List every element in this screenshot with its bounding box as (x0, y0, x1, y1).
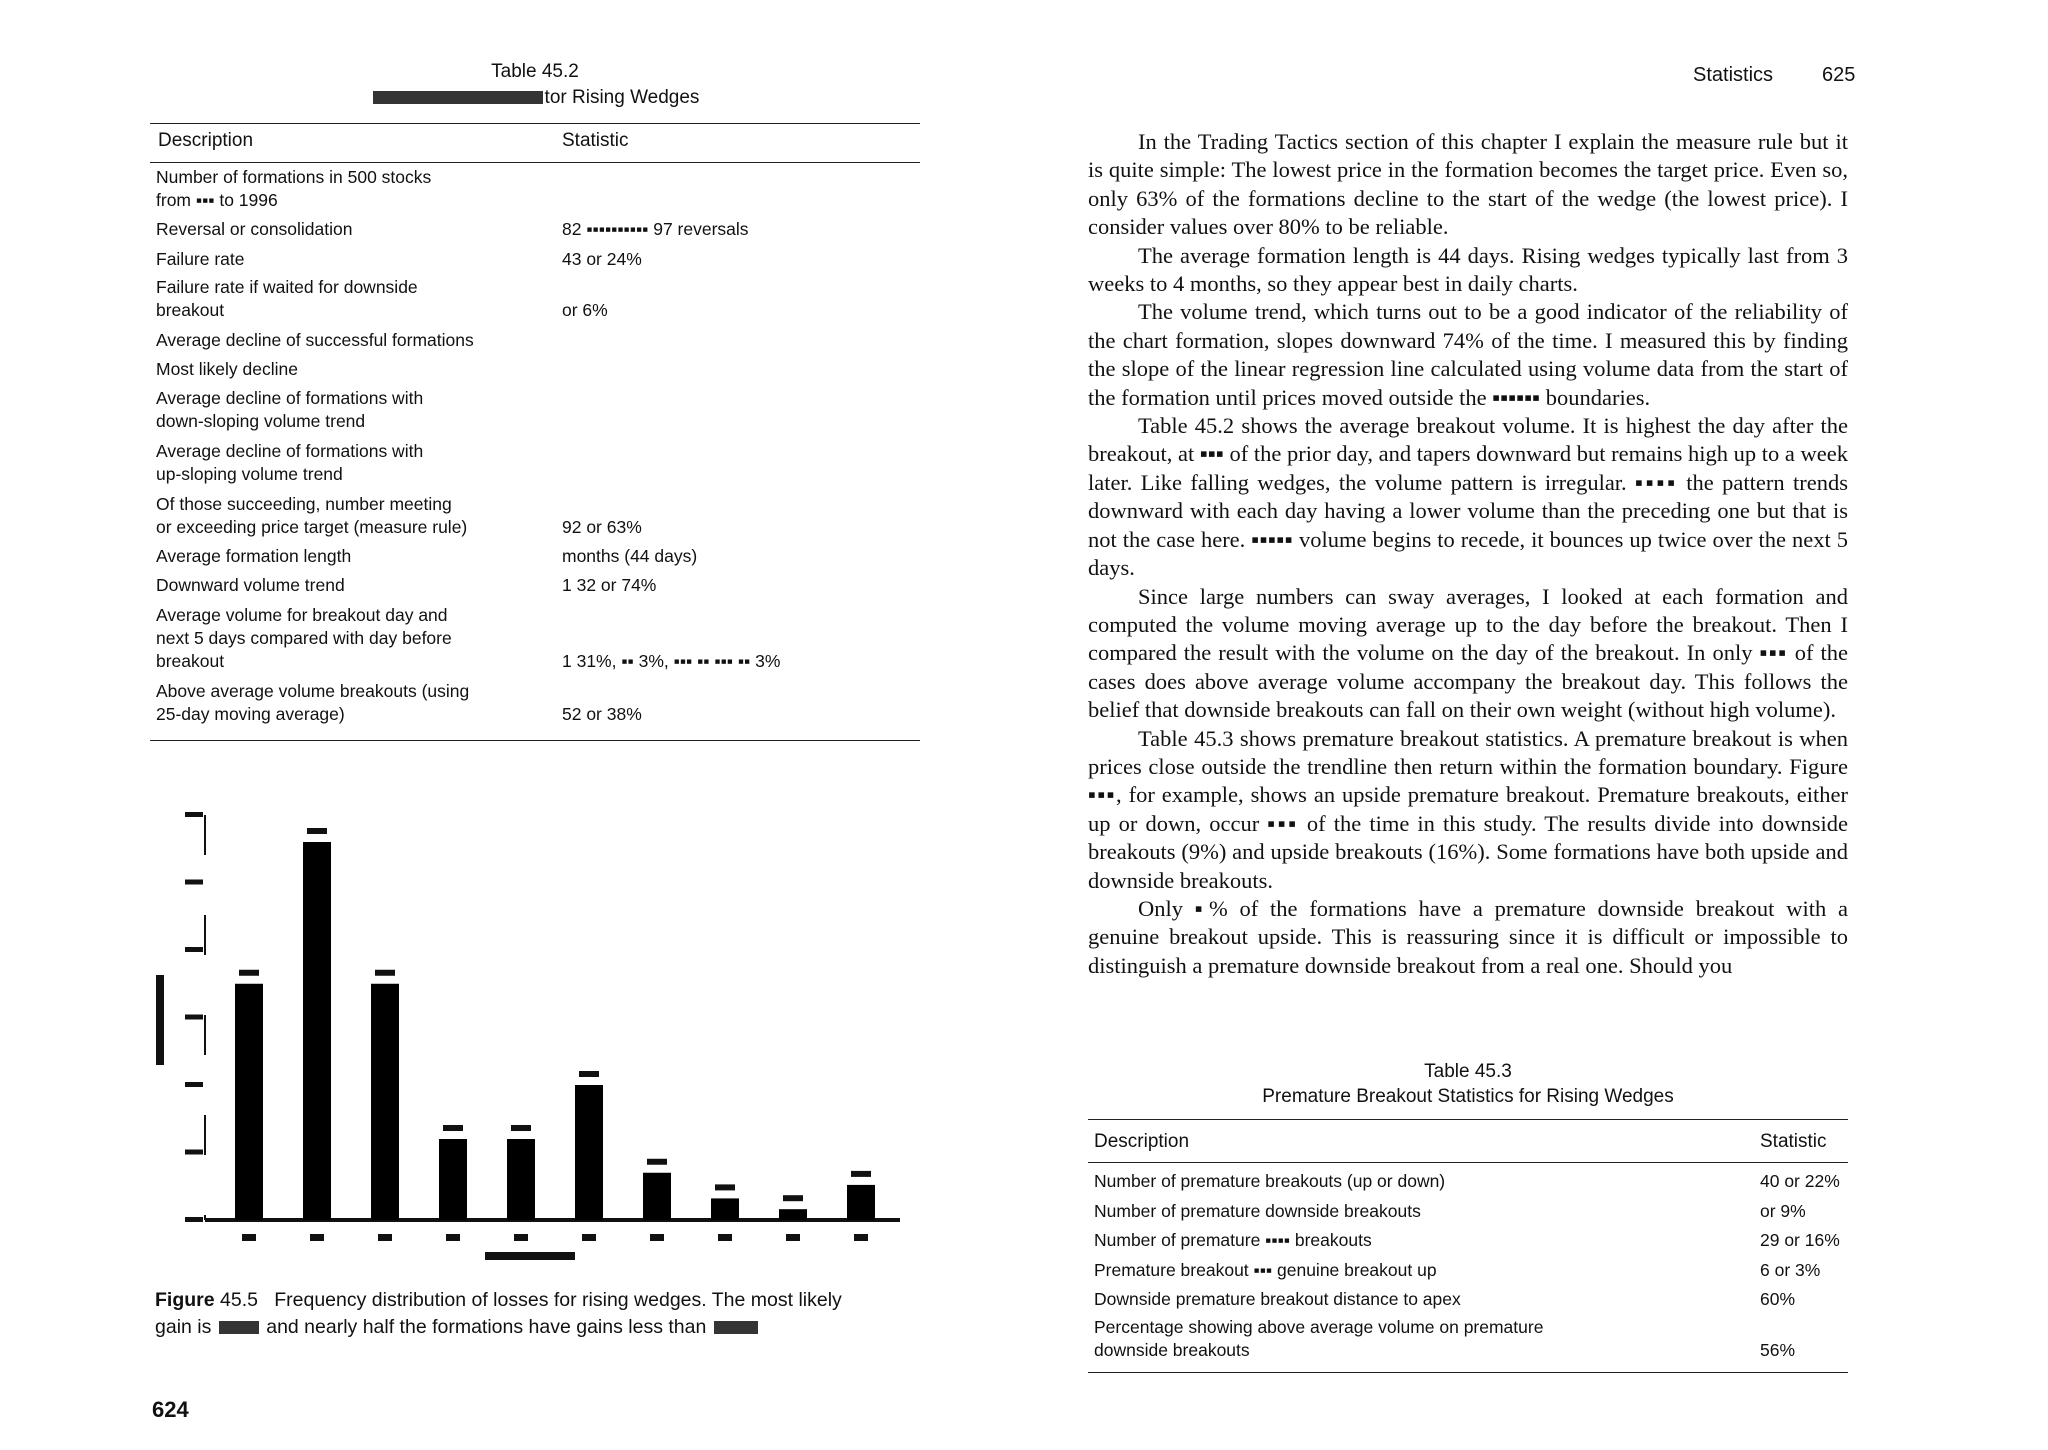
running-head: Statistics (1693, 64, 1774, 86)
table-row-description: Of those succeeding, number meeting or exceeding price target (measure rule) (156, 494, 468, 537)
y-tick-mark (185, 812, 203, 817)
table-row-statistic: 6 or 3% (1760, 1260, 1821, 1280)
y-tick-mark (185, 1217, 203, 1222)
table-row-statistic: 60% (1760, 1289, 1796, 1309)
figure-label: Figure (155, 1289, 215, 1311)
table-45-3-bottom-rule (1088, 1372, 1848, 1373)
x-tick-label (446, 1234, 460, 1241)
table-row-description: Average decline of successful formations (156, 330, 474, 350)
table-top-rule (150, 123, 920, 124)
table-row-description: Number of premature downside breakouts (1094, 1201, 1421, 1221)
table-row-statistic: 1 32 or 74% (562, 575, 657, 595)
illegible-glyphs (373, 91, 543, 104)
table-row-description: Average decline of formations with down-sloping volume trend (156, 388, 424, 431)
bar (303, 842, 331, 1220)
bar (507, 1139, 535, 1220)
paragraph: Since large numbers can sway averages, I looked at each formation and computed the volume moving average up to the day before the breakout. Then I compared the result with the volume on the day of the breakout. In only ▪▪▪ of the cases does above average volume accompany the breakout day. This follows the belief that downside breakouts can fall on their own weight (without high volume). (1088, 583, 1848, 723)
table-45-2-header-description: Description (158, 130, 254, 151)
table-row-description: Percentage showing above average volume on premature downside breakouts (1094, 1317, 1544, 1360)
bar-data-label (851, 1171, 871, 1177)
table-row-description: Average decline of formations with up-sloping volume trend (156, 441, 424, 484)
bar-data-label (783, 1195, 803, 1201)
table-row-statistic: 56% (1760, 1340, 1796, 1360)
table-row-description: Number of premature breakouts (up or down) (1094, 1171, 1446, 1191)
table-row-description: Reversal or consolidation (156, 219, 353, 239)
table-row-description: Failure rate if waited for downside breakout (156, 277, 418, 320)
figure-number: 45.5 (220, 1289, 258, 1311)
page-number-right: 625 (1822, 64, 1856, 86)
bar-data-label (647, 1159, 667, 1165)
bar (575, 1085, 603, 1220)
table-header-rule (150, 162, 920, 163)
bar-data-label (375, 970, 395, 976)
table-row-description: Failure rate (156, 249, 245, 269)
table-row-description: Downside premature breakout distance to apex (1094, 1289, 1461, 1309)
table-row-description: Average formation length (156, 546, 352, 566)
table-45-2-title-text: tor Rising Wedges (544, 87, 700, 108)
table-bottom-rule (150, 740, 920, 741)
paragraph: The volume trend, which turns out to be a good indicator of the reliability of the chart formation, slopes downward 74% of the time. I measured this by finding the slope of the linear regression line calculated using volume data from the start of the formation until prices moved outside the ▪▪▪▪▪▪ boundaries. (1088, 299, 1848, 410)
table-45-3-header-description: Description (1094, 1131, 1190, 1152)
bar (847, 1185, 875, 1220)
x-tick-label (718, 1234, 732, 1241)
paragraph: In the Trading Tactics section of this chapter I explain the measure rule but it is quite simple: The lowest price in the formation becomes the target price. Even so, only 63% of the formations decline to the start of the wedge (the lowest price). I consider values over 80% to be reliable. (1088, 129, 1848, 240)
loss-frequency-bar-chart (140, 795, 930, 1275)
y-tick-mark (185, 1150, 203, 1155)
bar (643, 1173, 671, 1220)
page-number-left: 624 (152, 1397, 189, 1422)
table-row-statistic: 40 or 22% (1760, 1171, 1840, 1191)
table-row-description: Number of premature ▪▪▪▪ breakouts (1094, 1230, 1372, 1250)
table-row-description: Premature breakout ▪▪▪ genuine breakout up (1094, 1260, 1437, 1280)
paragraph: Only ▪% of the formations have a premature downside breakout with a genuine breakout upside. This is reassuring since it is difficult or impossible to distinguish a premature downside breakout from a real one. Should you (1088, 895, 1848, 978)
y-tick-mark (185, 1015, 203, 1020)
bar (235, 984, 263, 1220)
bar-data-label (715, 1184, 735, 1190)
table-row-statistic: 29 or 16% (1760, 1230, 1840, 1250)
table-row-statistic: 43 or 24% (562, 249, 642, 269)
table-45-2-header-statistic: Statistic (562, 130, 629, 151)
body-text (1088, 128, 1848, 980)
paragraph: The average formation length is 44 days. Rising wedges typically last from 3 weeks to 4 months, so they appear best in daily charts. (1088, 242, 1848, 297)
bar-data-label (443, 1125, 463, 1131)
bar-data-label (511, 1125, 531, 1131)
table-row-statistic: 82 ▪▪▪▪▪▪▪▪▪▪ 97 reversals (562, 219, 749, 239)
y-tick-mark (185, 947, 203, 952)
table-row-statistic: or 6% (562, 300, 608, 320)
table-row-description: Above average volume breakouts (using 25-day moving average) (156, 681, 470, 724)
table-row-statistic: 92 or 63% (562, 517, 642, 537)
illegible-glyphs (714, 1321, 758, 1334)
illegible-glyphs (219, 1321, 259, 1334)
bar-data-label (239, 970, 259, 976)
table-row-description: Number of formations in 500 stocks from ▪▪▪ to 1996 (156, 167, 432, 210)
table-row-statistic: 52 or 38% (562, 704, 642, 724)
table-row-description: Most likely decline (156, 359, 298, 379)
bar (711, 1198, 739, 1220)
bar (779, 1209, 807, 1220)
figure-45-5-caption (155, 1287, 925, 1341)
table-row-statistic: months (44 days) (562, 546, 698, 566)
table-45-2-number: Table 45.2 (491, 61, 579, 82)
y-tick-mark (185, 1082, 203, 1087)
x-axis-title (485, 1252, 575, 1260)
table-45-2-title (150, 86, 920, 110)
table-row-statistic: or 9% (1760, 1201, 1806, 1221)
bar-data-label (579, 1071, 599, 1077)
x-tick-label (582, 1234, 596, 1241)
y-tick-mark (185, 880, 203, 885)
x-tick-label (310, 1234, 324, 1241)
bar (439, 1139, 467, 1220)
x-tick-label (514, 1234, 528, 1241)
table-row-description: Average volume for breakout day and next 5 days compared with day before breakout (156, 605, 452, 671)
x-tick-label (786, 1234, 800, 1241)
x-tick-label (242, 1234, 256, 1241)
x-tick-label (854, 1234, 868, 1241)
table-row-statistic: 1 31%, ▪▪ 3%, ▪▪▪ ▪▪ ▪▪▪ ▪▪ 3% (562, 651, 781, 671)
caption-line-1: Frequency distribution of losses for rising wedges. The most likely (274, 1289, 842, 1311)
bar (371, 984, 399, 1220)
paragraph: Table 45.3 shows premature breakout statistics. A premature breakout is when prices close outside the trendline then return within the formation boundary. Figure ▪▪▪, for example, shows an upside premature breakout. Premature breakouts, either up or down, occur ▪▪▪ of the time in this study. The results divide into downside breakouts (9%) and upside breakouts (16%). Some formations have both upside and downside breakouts. (1088, 725, 1848, 893)
table-45-3-top-rule (1088, 1119, 1848, 1120)
bar-data-label (307, 828, 327, 834)
table-45-3-header-rule (1088, 1162, 1848, 1163)
y-axis-title (156, 975, 164, 1065)
table-45-3-number: Table 45.3 (1424, 1061, 1512, 1082)
x-tick-label (650, 1234, 664, 1241)
paragraph: Table 45.2 shows the average breakout volume. It is highest the day after the breakout, at ▪▪▪ of the prior day, and tapers downward but remains high up to a week later. Like falling wedges, the volume pattern is irregular. ▪▪▪▪ the pattern trends downward with each day having a lower volume than the preceding one but that is not the case here. ▪▪▪▪▪ volume begins to recede, it bounces up twice over the next 5 days. (1088, 413, 1848, 581)
caption-line-2a: gain is (155, 1316, 212, 1338)
caption-line-2b: and nearly half the formations have gains less than (266, 1316, 707, 1338)
table-row-description: Downward volume trend (156, 575, 345, 595)
x-tick-label (378, 1234, 392, 1241)
table-45-3-header-statistic: Statistic (1760, 1131, 1827, 1152)
table-45-3-title: Premature Breakout Statistics for Rising Wedges (1262, 1086, 1674, 1107)
